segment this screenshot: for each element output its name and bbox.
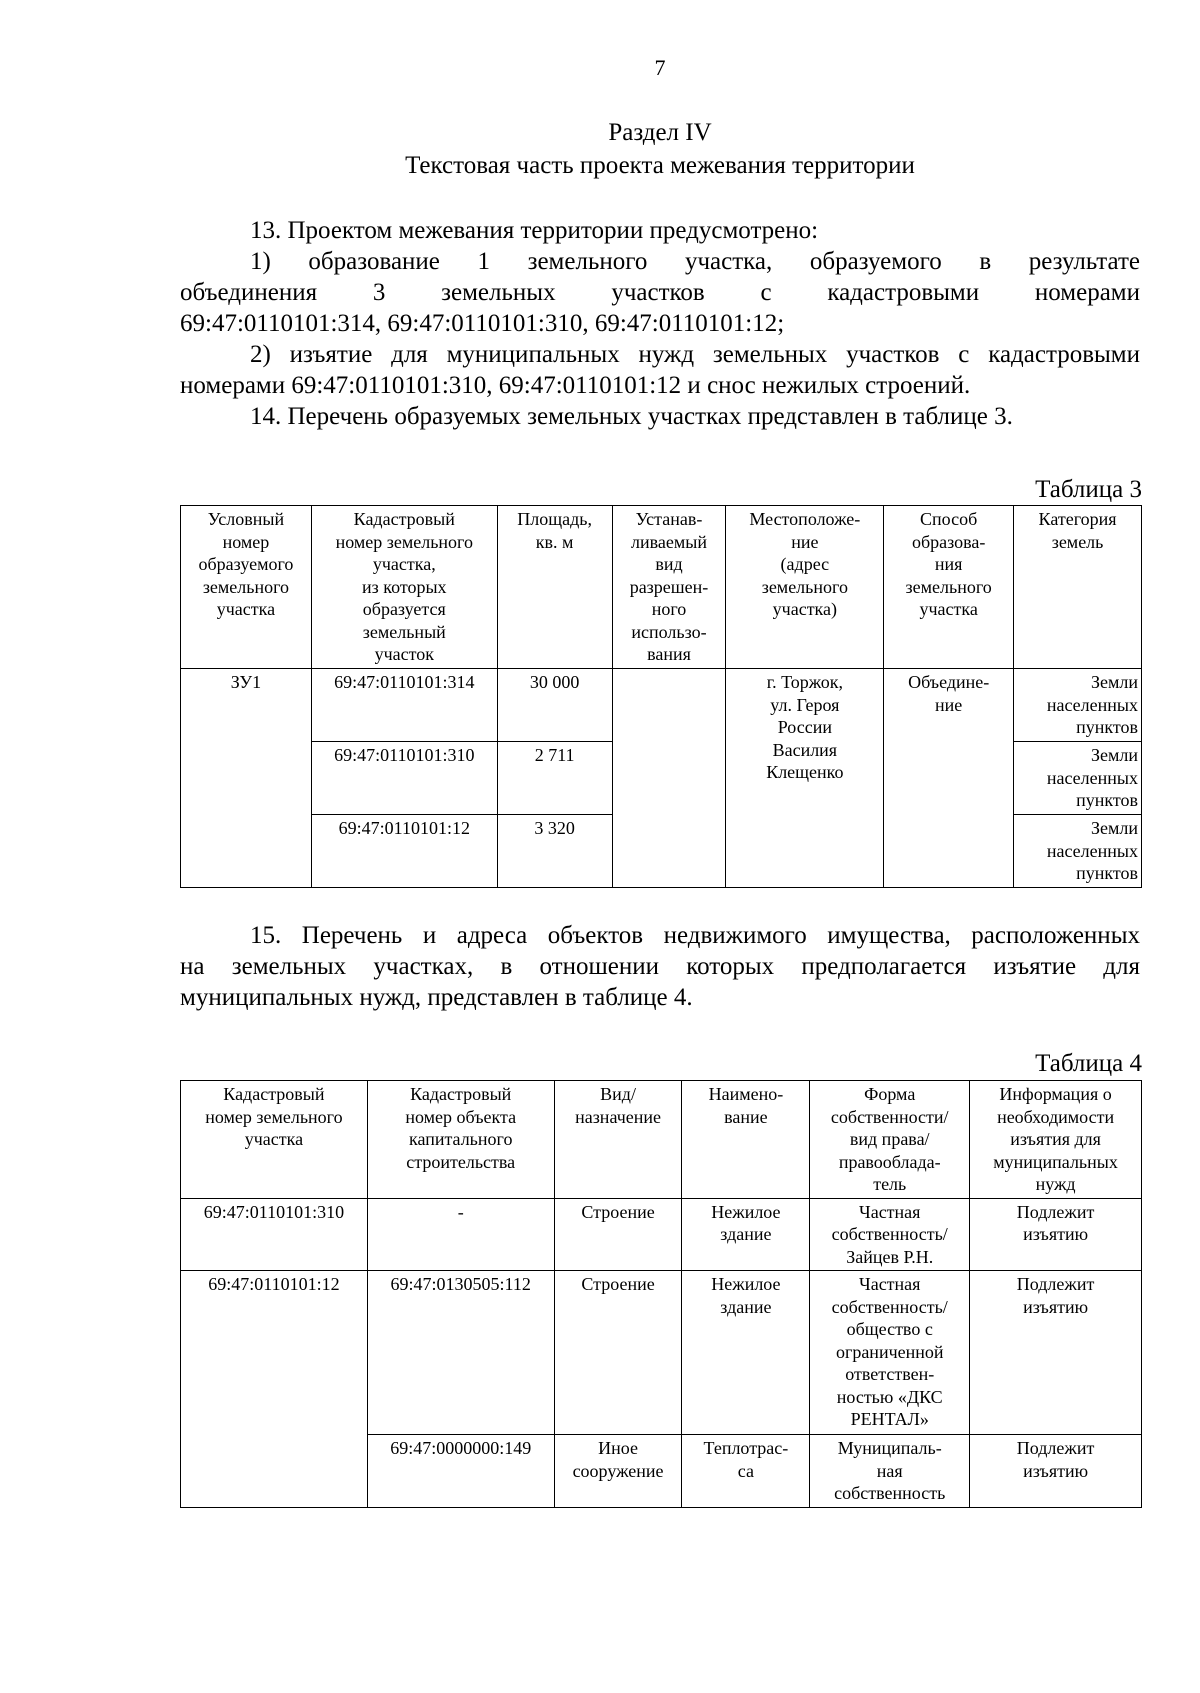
cell-line: населенных — [1046, 840, 1138, 861]
t4-object: 69:47:0130505:112 — [367, 1271, 554, 1435]
t3-location-text — [729, 671, 880, 784]
cell-line: Форма — [864, 1084, 916, 1104]
t4-info-text — [973, 1201, 1138, 1246]
cell-line: использо- — [631, 621, 707, 642]
cell-line: здание — [720, 1224, 772, 1244]
cell-line: собственность/ — [831, 1224, 948, 1244]
t3-method-text — [887, 671, 1010, 716]
cell-line: Категория — [1038, 509, 1117, 529]
table-4 — [180, 1080, 1142, 1508]
cell-line: Зайцев Р.Н. — [846, 1246, 934, 1267]
t4-owner — [810, 1435, 970, 1508]
t4-object: 69:47:0000000:149 — [367, 1435, 554, 1508]
t3-category-text — [1017, 744, 1138, 812]
cell-line: пунктов — [1076, 863, 1138, 883]
t4-name-text — [685, 1437, 806, 1482]
cell-line: ответствен- — [845, 1364, 935, 1384]
t3-cadastral: 69:47:0110101:314 — [311, 669, 497, 742]
cell-line: вание — [724, 1106, 768, 1127]
cell-line: участка, — [372, 554, 436, 574]
cell-line: изъятию — [1023, 1296, 1089, 1317]
section-title: Раздел IV — [608, 119, 712, 146]
cell-line: Теплотрас- — [703, 1438, 789, 1458]
paragraph-15 — [180, 920, 1140, 1013]
cell-line: изъятию — [1023, 1460, 1089, 1481]
cell-line: Вид/ — [600, 1084, 636, 1104]
cell-line: номер объекта — [405, 1106, 517, 1127]
paragraph-13 — [180, 215, 1140, 432]
cell-line: г. Торжок, — [766, 672, 843, 692]
paragraph-13-intro: 13. Проектом межевания территории предусмотрено: — [250, 217, 819, 244]
cell-line: ностью «ДКС — [836, 1386, 943, 1407]
cell-line: Наимено- — [708, 1084, 784, 1104]
cell-line: номер земельного — [205, 1106, 343, 1127]
cell-line: назначение — [575, 1106, 662, 1127]
cell-line: Площадь, — [517, 509, 592, 529]
t4-land: 69:47:0110101:310 — [181, 1198, 368, 1271]
cell-line: пунктов — [1076, 717, 1138, 737]
cell-line: собственность/ — [831, 1296, 948, 1317]
paragraph-15-line-3: муниципальных нужд, представлен в таблице 4. — [180, 984, 693, 1011]
cell-line: вид права/ — [849, 1129, 930, 1149]
cell-line: ния — [934, 554, 963, 574]
cell-line: ного — [651, 599, 687, 619]
paragraph-15-line-2: на земельных участках, в отношении которых предполагается изъятие для — [180, 953, 1140, 980]
table-row — [181, 669, 1142, 742]
t4-type — [554, 1435, 682, 1508]
t4-h1 — [371, 1083, 551, 1173]
cell-line: (адрес — [780, 554, 830, 574]
cell-line: Кадастровый — [353, 509, 455, 529]
item-2-line-2: номерами 69:47:0110101:310, 69:47:0110101:12 и снос нежилых строений. — [180, 372, 971, 399]
cell-line: участок — [374, 644, 434, 664]
t4-name-text — [685, 1201, 806, 1246]
t4-h2 — [558, 1083, 679, 1128]
cell-line: тель — [873, 1174, 907, 1194]
t4-type-text — [558, 1437, 679, 1482]
t3-category-text — [1017, 671, 1138, 739]
section-subtitle: Текстовая часть проекта межевания территории — [405, 152, 915, 179]
cell-line: вид — [655, 554, 683, 574]
item-1-line-3: 69:47:0110101:314, 69:47:0110101:310, 69:47:0110101:12; — [180, 310, 785, 337]
cell-line: Информация о — [999, 1084, 1112, 1104]
cell-line: разрешен- — [629, 576, 709, 597]
table-3 — [180, 505, 1142, 888]
cell-line: муниципальных — [993, 1151, 1118, 1172]
cell-line: Подлежит — [1016, 1201, 1095, 1222]
t4-object: - — [367, 1198, 554, 1271]
table-3-header-row — [181, 506, 1142, 669]
t3-area: 30 000 — [497, 669, 612, 742]
t4-h3 — [685, 1083, 806, 1128]
cell-line: Кадастровый — [410, 1084, 512, 1104]
t4-header-cell — [810, 1081, 970, 1199]
t3-header-cell — [1014, 506, 1142, 669]
cell-line: Частная — [859, 1201, 921, 1222]
t4-header-cell — [554, 1081, 682, 1199]
t3-header-cell — [726, 506, 884, 669]
t4-info — [970, 1271, 1142, 1435]
cell-line: образова- — [911, 531, 986, 552]
cell-line: Земли — [1090, 672, 1138, 692]
cell-line: здание — [720, 1296, 772, 1317]
t3-h1 — [315, 508, 494, 666]
t3-category-text — [1017, 817, 1138, 885]
cell-line: кв. м — [535, 531, 574, 552]
cell-line: земельного — [905, 576, 992, 597]
cell-line: Условный — [207, 509, 285, 529]
cell-line: собственность — [834, 1483, 946, 1503]
cell-line: земельного — [761, 576, 848, 597]
cell-line: образуется — [362, 599, 446, 619]
cell-line: Василия — [772, 739, 838, 760]
cell-line: Частная — [859, 1274, 921, 1294]
cell-line: номер — [222, 531, 270, 552]
cell-line: Подлежит — [1016, 1438, 1095, 1458]
t3-category — [1014, 669, 1142, 742]
cell-line: участка — [244, 1129, 304, 1149]
cell-line: ул. Героя — [770, 694, 840, 715]
cell-line: изъятию — [1023, 1224, 1089, 1244]
t3-header-cell — [181, 506, 312, 669]
t3-area: 2 711 — [497, 742, 612, 815]
cell-line: ние — [791, 531, 819, 552]
t3-zu-cell: ЗУ1 — [181, 669, 312, 888]
cell-line: образуемого — [198, 554, 294, 574]
t4-h5 — [973, 1083, 1138, 1196]
cell-line: строительства — [406, 1151, 516, 1172]
page-number: 7 — [654, 55, 666, 80]
cell-line: земельный — [362, 621, 446, 642]
cell-line: Муниципаль- — [837, 1438, 942, 1458]
cell-line: Местоположе- — [749, 509, 861, 529]
t4-header-cell — [181, 1081, 368, 1199]
cell-line: Нежилое — [711, 1201, 781, 1222]
table-4-caption: Таблица 4 — [1035, 1050, 1142, 1077]
t4-h0 — [184, 1083, 364, 1151]
cell-line: Кадастровый — [223, 1084, 325, 1104]
cell-line: нужд — [1035, 1174, 1076, 1194]
t3-header-cell — [884, 506, 1014, 669]
cell-line: вания — [647, 644, 691, 664]
t4-owner-text — [813, 1201, 966, 1269]
cell-line: ная — [876, 1460, 903, 1481]
cell-line: участка — [216, 599, 276, 619]
t3-category — [1014, 815, 1142, 888]
t4-name — [682, 1435, 810, 1508]
t4-name — [682, 1198, 810, 1271]
t4-land: 69:47:0110101:12 — [181, 1271, 368, 1508]
cell-line: участка) — [772, 599, 838, 619]
paragraph-14: 14. Перечень образуемых земельных участках представлен в таблице 3. — [250, 403, 1013, 430]
cell-line: ограниченной — [835, 1341, 944, 1362]
t4-name — [682, 1271, 810, 1435]
cell-line: Устанав- — [635, 509, 703, 529]
cell-line: капитального — [408, 1129, 513, 1149]
t4-owner-text — [813, 1273, 966, 1431]
t4-info-text — [973, 1437, 1138, 1482]
t4-info-text — [973, 1273, 1138, 1318]
t3-h3 — [616, 508, 723, 666]
t4-header-cell — [682, 1081, 810, 1199]
t4-type: Строение — [554, 1198, 682, 1271]
t3-header-cell — [311, 506, 497, 669]
t3-header-cell — [497, 506, 612, 669]
cell-line: собственности/ — [830, 1106, 949, 1127]
cell-line: населенных — [1046, 694, 1138, 715]
t4-name-text — [685, 1273, 806, 1318]
t3-h6 — [1017, 508, 1138, 553]
t3-h0 — [184, 508, 308, 621]
cell-line: пунктов — [1076, 790, 1138, 810]
item-1-line-2: объединения 3 земельных участков с кадастровыми номерами — [180, 279, 1140, 306]
cell-line: из которых — [362, 576, 447, 597]
cell-line: номер земельного — [335, 531, 473, 552]
t4-header-cell — [367, 1081, 554, 1199]
cell-line: Объедине- — [908, 672, 990, 692]
t3-location — [726, 669, 884, 888]
t4-h4 — [813, 1083, 966, 1196]
cell-line: земельного — [202, 576, 290, 597]
cell-line: населенных — [1046, 767, 1138, 788]
t3-category — [1014, 742, 1142, 815]
cell-line: необходимости — [997, 1106, 1115, 1127]
t3-header-cell — [612, 506, 726, 669]
cell-line: сооружение — [572, 1460, 664, 1481]
t4-type: Строение — [554, 1271, 682, 1435]
t3-h2 — [501, 508, 609, 553]
cell-line: Подлежит — [1016, 1274, 1095, 1294]
item-1-line-1: 1) образование 1 земельного участка, образуемого в результате — [250, 248, 1140, 275]
cell-line: са — [737, 1460, 754, 1481]
t3-h4 — [729, 508, 880, 621]
cell-line: общество с — [846, 1319, 933, 1339]
cell-line: ливаемый — [630, 531, 707, 552]
t3-area: 3 320 — [497, 815, 612, 888]
table-row — [181, 1271, 1142, 1435]
cell-line: Нежилое — [711, 1274, 781, 1294]
t4-header-cell — [970, 1081, 1142, 1199]
t4-owner — [810, 1198, 970, 1271]
t4-info — [970, 1198, 1142, 1271]
t4-owner — [810, 1271, 970, 1435]
cell-line: изъятия для — [1010, 1129, 1101, 1149]
item-2-line-1: 2) изъятие для муниципальных нужд земельных участков с кадастровыми — [250, 341, 1140, 368]
cell-line: правооблада- — [838, 1151, 941, 1172]
cell-line: России — [777, 717, 832, 737]
t3-permitted-use — [612, 669, 726, 888]
t3-cadastral: 69:47:0110101:310 — [311, 742, 497, 815]
t3-cadastral: 69:47:0110101:12 — [311, 815, 497, 888]
cell-line: участка — [919, 599, 978, 619]
table-row — [181, 1198, 1142, 1271]
cell-line: Земли — [1090, 818, 1138, 838]
t4-info — [970, 1435, 1142, 1508]
cell-line: Иное — [598, 1438, 638, 1458]
t3-method — [884, 669, 1014, 888]
table-4-header-row — [181, 1081, 1142, 1199]
cell-line: РЕНТАЛ» — [850, 1409, 929, 1429]
cell-line: Клещенко — [766, 762, 844, 782]
paragraph-15-line-1: 15. Перечень и адреса объектов недвижимого имущества, расположенных — [250, 922, 1140, 949]
cell-line: земель — [1051, 531, 1104, 552]
table-3-caption: Таблица 3 — [1035, 476, 1142, 503]
t3-h5 — [887, 508, 1010, 621]
cell-line: Способ — [920, 509, 978, 529]
t4-owner-text — [813, 1437, 966, 1505]
cell-line: ние — [935, 694, 963, 715]
cell-line: Земли — [1090, 745, 1138, 765]
